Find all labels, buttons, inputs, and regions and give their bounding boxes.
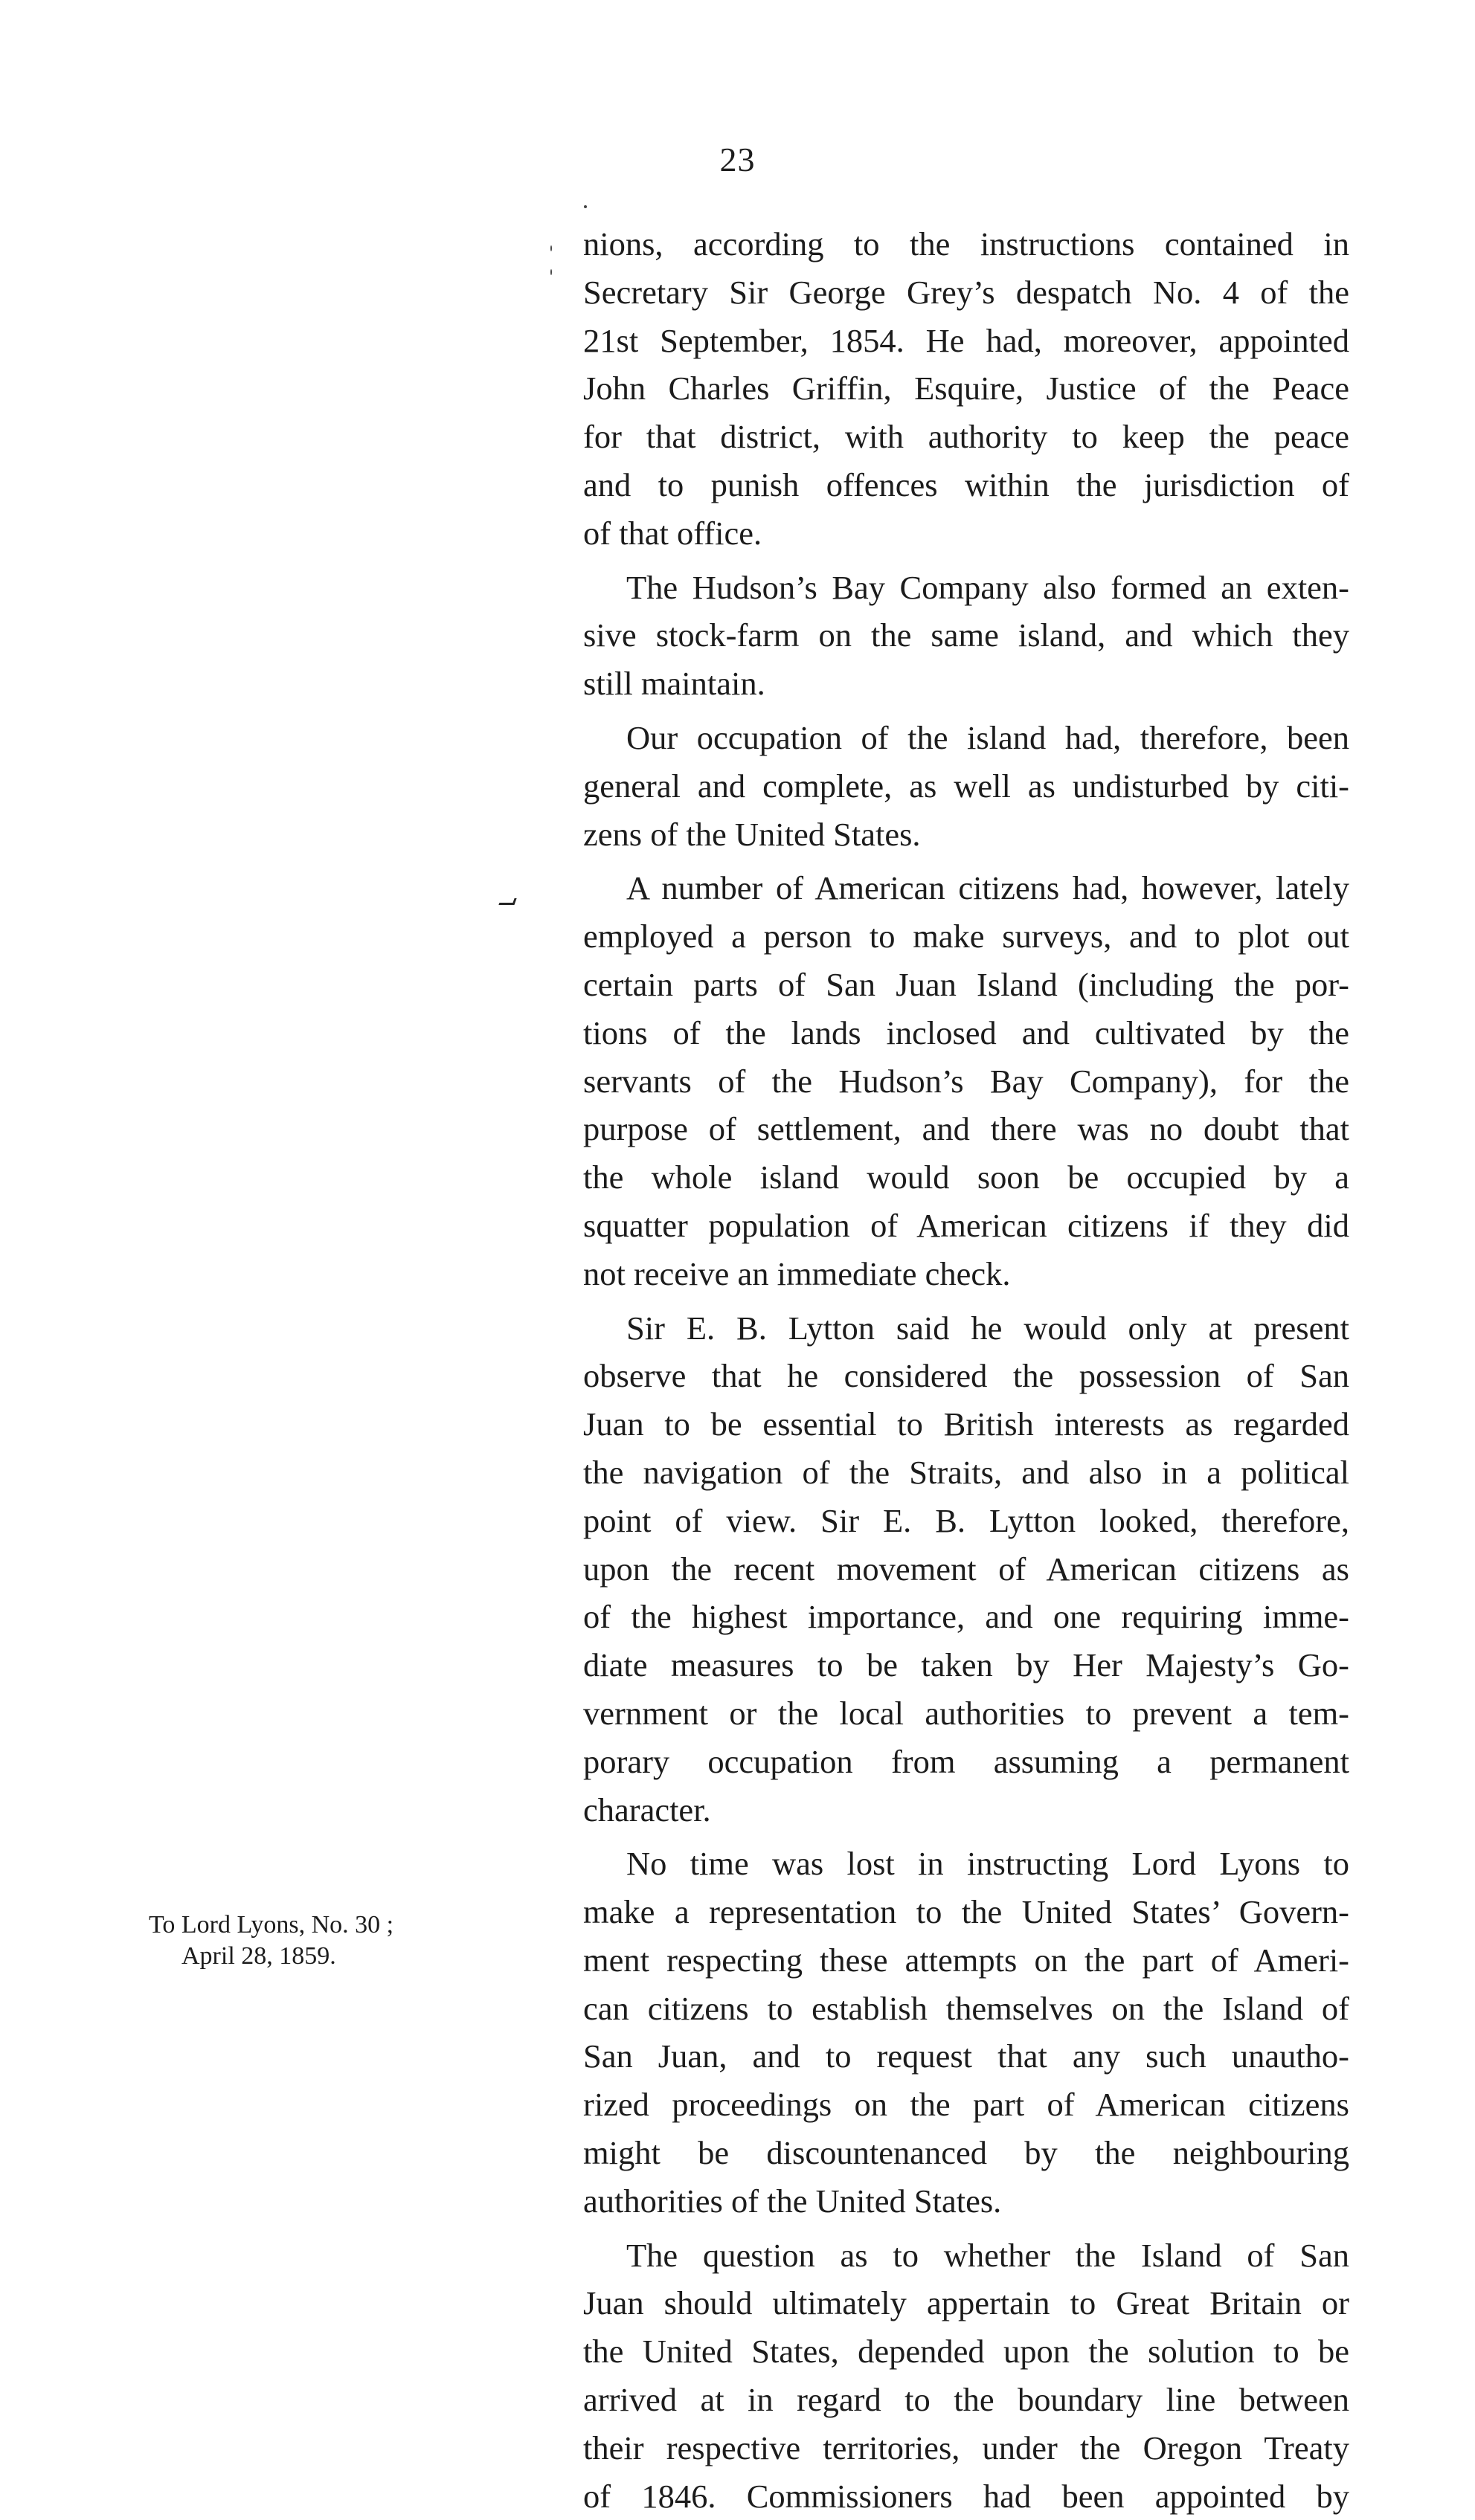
page-number: 23 [719,141,756,178]
text-line: point of view. Sir E. B. Lytton looked, therefore, [583,1501,1349,1539]
text-line: of the highest importance, and one requiring imme- [583,1598,1349,1636]
paragraph [583,864,1349,1298]
margin-note-line: To Lord Lyons, No. 30 ; [149,1911,394,1939]
text-line: Secretary Sir George Grey’s despatch No. 4 of the [583,273,1349,311]
text-line: Juan should ultimately appertain to Great Britain or [583,2284,1349,2322]
text-line: John Charles Griffin, Esquire, Justice of the Peace [583,370,1349,407]
scan-speck [584,205,587,208]
text-line: can citizens to establish themselves on the Island of [583,1989,1349,2027]
text-line: Juan to be essential to British interests as regarded [583,1405,1349,1443]
margin-note [149,1910,521,1972]
text-line: sive stock-farm on the same island, and which they [583,616,1349,654]
text-line: 21st September, 1854. He had, moreover, appointed [583,321,1349,359]
paragraph [583,1840,1349,2225]
text-line: the navigation of the Straits, and also in a political [583,1453,1349,1491]
text-line: observe that he considered the possession of San [583,1357,1349,1395]
margin-note-line: April 28, 1859. [181,1942,336,1970]
text-line: character. [583,1791,711,1828]
text-line: squatter population of American citizens if they did [583,1206,1349,1244]
text-line: still maintain. [583,665,765,703]
text-line: the United States, depended upon the solution to be [583,2333,1349,2371]
paragraph [583,564,1349,708]
paragraph [583,714,1349,858]
text-line: upon the recent movement of American citizens as [583,1550,1349,1588]
text-line: diate measures to be taken by Her Majesty’s Go- [583,1646,1349,1684]
text-line: Our occupation of the island had, therefore, been [626,718,1349,756]
paragraph [583,1304,1349,1834]
text-line: general and complete, as well as undisturbed by citi- [583,767,1349,805]
text-line: The Hudson’s Bay Company also formed an exten- [626,568,1349,606]
margin-tick-mark [498,898,516,905]
text-line: Sir E. B. Lytton said he would only at present [626,1309,1349,1347]
text-line: the whole island would soon be occupied by a [583,1159,1349,1196]
text-line: make a representation to the United States’ Govern- [583,1893,1349,1931]
text-line: servants of the Hudson’s Bay Company), for the [583,1062,1349,1100]
paragraph [583,2231,1349,2520]
text-line: ment respecting these attempts on the part of Ameri- [583,1941,1349,1979]
scan-speck [550,245,552,251]
text-line: of that office. [583,514,762,552]
text-line: their respective territories, under the Oregon Treaty [583,2429,1349,2466]
text-line: rized proceedings on the part of American citizens [583,2086,1349,2124]
text-line: porary occupation from assuming a permanent [583,1742,1349,1780]
text-line: for that district, with authority to keep the peace [583,418,1349,456]
text-line: tions of the lands inclosed and cultivated by the [583,1014,1349,1051]
scan-speck [550,269,552,275]
text-line: nions, according to the instructions contained in [583,225,1349,262]
text-line: certain parts of San Juan Island (including the por- [583,965,1349,1003]
text-line: and to punish offences within the jurisdiction of [583,465,1349,503]
text-line: authorities of the United States. [583,2182,1002,2220]
text-line: not receive an immediate check. [583,1254,1011,1292]
text-line: vernment or the local authorities to prevent a tem- [583,1694,1349,1732]
text-line: zens of the United States. [583,815,921,853]
text-line: A number of American citizens had, however, lately [626,869,1349,907]
text-line: employed a person to make surveys, and to plot out [583,918,1349,956]
text-line: San Juan, and to request that any such unautho- [583,2037,1349,2075]
text-line: of 1846. Commissioners had been appointed by [583,2477,1349,2515]
text-line: purpose of settlement, and there was no doubt that [583,1110,1349,1148]
text-line: No time was lost in instructing Lord Lyons to [626,1845,1349,1883]
text-line: The question as to whether the Island of San [626,2236,1349,2274]
text-line: arrived at in regard to the boundary line between [583,2381,1349,2419]
paragraph [583,220,1349,558]
body-text [583,220,1349,2520]
text-line: might be discountenanced by the neighbouring [583,2134,1349,2172]
